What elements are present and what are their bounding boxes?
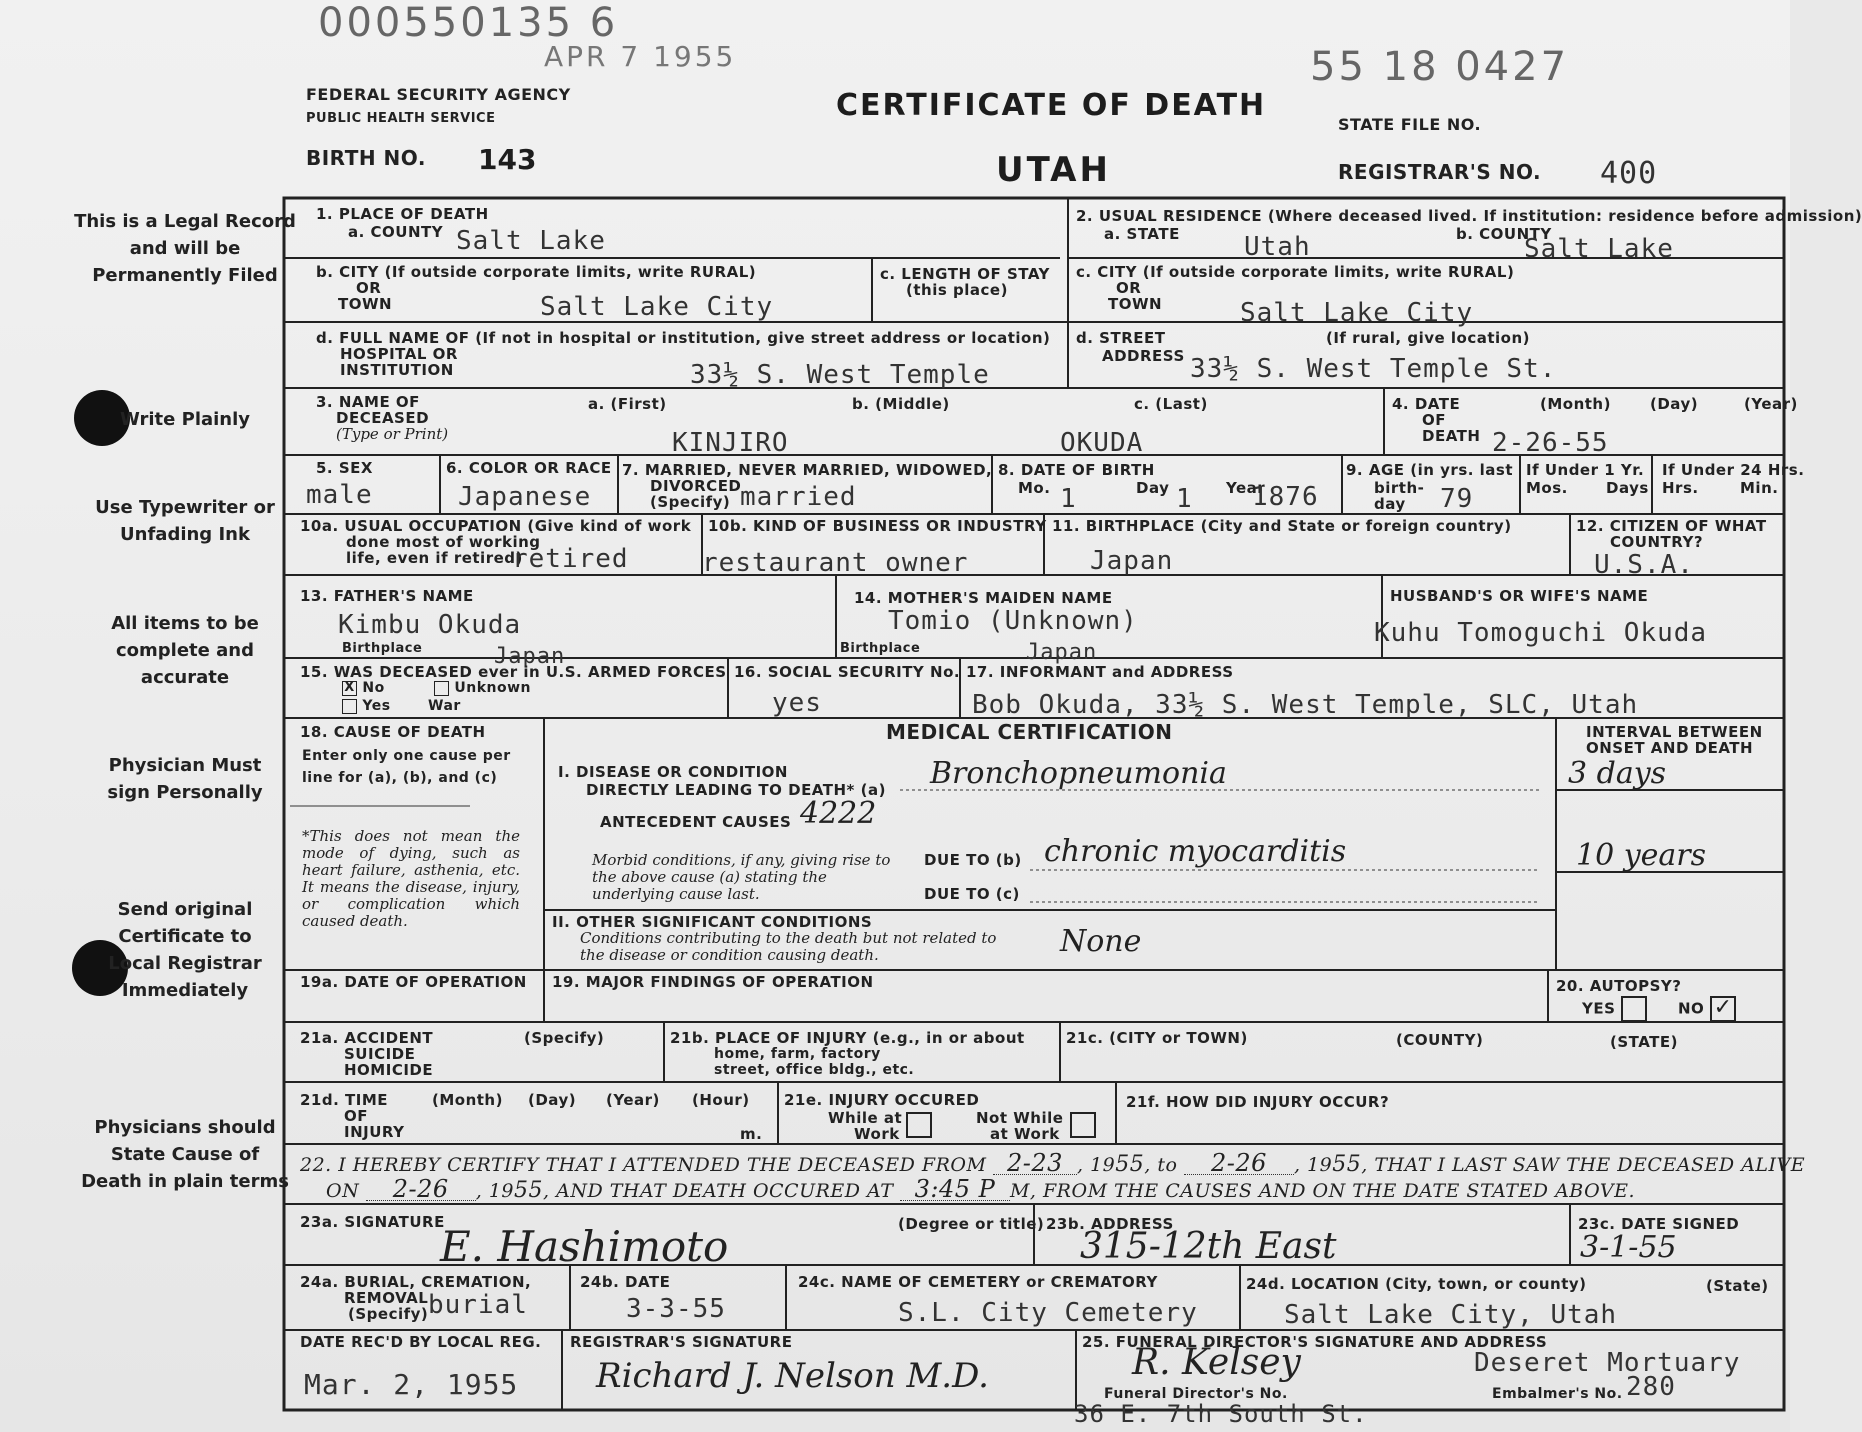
armed-no-label: No xyxy=(362,680,385,696)
label-under-24h-min: Min. xyxy=(1740,479,1779,497)
value-funeral-address: 36 E. 7th South St. xyxy=(1074,1400,1368,1428)
label-location: 24d. LOCATION (City, town, or county) xyxy=(1246,1275,1587,1293)
label-marital: 7. MARRIED, NEVER MARRIED, WIDOWED, xyxy=(622,461,993,479)
label-burial-3: (Specify) xyxy=(348,1305,429,1323)
label-business: 10b. KIND OF BUSINESS OR INDUSTRY xyxy=(708,517,1047,535)
label-place-of-injury-2: home, farm, factory xyxy=(714,1046,881,1062)
label-this-place: (this place) xyxy=(906,281,1008,299)
value-death-time: 3:45 P xyxy=(900,1178,1010,1201)
label-burial-date: 24b. DATE xyxy=(580,1273,671,1291)
label-burial-2: REMOVAL xyxy=(344,1289,429,1307)
value-cemetery: S.L. City Cemetery xyxy=(898,1298,1198,1328)
value-burial-date: 3-3-55 xyxy=(626,1294,726,1324)
label-date-signed: 23c. DATE SIGNED xyxy=(1578,1215,1740,1233)
value-last-seen-yr: 55 xyxy=(514,1178,544,1203)
value-date-received: Mar. 2, 1955 xyxy=(304,1368,519,1401)
label-operation-findings: 19. MAJOR FINDINGS OF OPERATION xyxy=(552,973,874,991)
label-under-1yr-mos: Mos. xyxy=(1526,479,1568,497)
label-other-conditions: II. OTHER SIGNIFICANT CONDITIONS xyxy=(552,913,873,931)
label-dod-month: (Month) xyxy=(1540,395,1611,413)
label-how-injury: 21f. HOW DID INJURY OCCUR? xyxy=(1126,1093,1390,1111)
sidebar-note-physician: Physician Must sign Personally xyxy=(107,755,263,803)
value-father-bp: Japan xyxy=(494,644,566,669)
label-not-while-at-work-2: at Work xyxy=(990,1125,1060,1143)
value-other-conditions: None xyxy=(1060,924,1142,959)
autopsy-no-mark: ✓ xyxy=(1713,995,1733,1020)
armed-no-box[interactable] xyxy=(342,681,357,696)
sidebar-note-typewriter: Use Typewriter or Unfading Ink xyxy=(95,497,275,545)
label-sex: 5. SEX xyxy=(316,459,373,477)
cause-footnote: *This does not mean the mode of dying, such as heart failure, asthenia, etc. It means the disease, injury, or complication which caused death. xyxy=(302,827,520,930)
label-under-24h: If Under 24 Hrs. xyxy=(1662,461,1805,479)
value-death-date: 2-26-55 xyxy=(1492,428,1609,458)
value-embalmer-no: 280 xyxy=(1626,1372,1676,1402)
registrar-signature: Richard J. Nelson M.D. xyxy=(596,1356,989,1396)
label-due-to-b: DUE TO (b) xyxy=(924,851,1022,869)
label-while-at-work: While at xyxy=(828,1109,903,1127)
value-res-city: Salt Lake City xyxy=(1240,298,1474,328)
armed-yes-box[interactable] xyxy=(342,699,357,714)
label-cause-instr-2: line for (a), (b), and (c) xyxy=(302,770,498,786)
armed-unknown-label: Unknown xyxy=(454,680,532,696)
label-antecedent: ANTECEDENT CAUSES xyxy=(600,813,792,831)
sidebar-note-plain-terms: Physicians should State Cause of Death in plain terms xyxy=(81,1117,289,1192)
label-cemetery: 24c. NAME OF CEMETERY or CREMATORY xyxy=(798,1273,1158,1291)
value-informant: Bob Okuda, 33½ S. West Temple, SLC, Utah xyxy=(972,690,1639,720)
sidebar-note-write-plainly: Write Plainly xyxy=(119,409,251,430)
label-dob-day: Day xyxy=(1136,479,1170,497)
autopsy-yes-box[interactable] xyxy=(1621,996,1647,1022)
value-city: Salt Lake City xyxy=(540,292,774,322)
label-injury-hour: (Hour) xyxy=(692,1091,750,1109)
label-funeral-director: 25. FUNERAL DIRECTOR'S SIGNATURE AND ADDRESS xyxy=(1082,1333,1548,1351)
value-sex: male xyxy=(306,480,373,510)
label-under-1yr-days: Days xyxy=(1606,479,1649,497)
value-attend-from: 2-23 xyxy=(993,1152,1077,1175)
label-institution-3: INSTITUTION xyxy=(340,361,454,379)
label-dob-year: Year xyxy=(1226,479,1266,497)
label-accident-specify: (Specify) xyxy=(524,1029,605,1047)
value-res-state: Utah xyxy=(1244,232,1311,262)
label-informant: 17. INFORMANT and ADDRESS xyxy=(966,663,1234,681)
checkbox-while-at-work[interactable] xyxy=(906,1112,932,1138)
label-cause-instr-1: Enter only one cause per xyxy=(302,748,511,764)
label-signature: 23a. SIGNATURE xyxy=(300,1213,445,1231)
label-street: d. STREET xyxy=(1076,329,1166,347)
label-under-1yr: If Under 1 Yr. xyxy=(1526,461,1645,479)
label-medical-certification: MEDICAL CERTIFICATION xyxy=(886,720,1173,744)
received-date-stamp: APR 7 1955 xyxy=(544,40,737,73)
label-res-city-or: OR xyxy=(1116,279,1142,297)
birth-no-label: BIRTH NO. xyxy=(306,146,426,170)
label-dob: 8. DATE OF BIRTH xyxy=(998,461,1155,479)
label-res-county: b. COUNTY xyxy=(1456,225,1552,243)
value-cause-b: chronic myocarditis xyxy=(1044,834,1347,869)
label-autopsy: 20. AUTOPSY? xyxy=(1556,977,1682,995)
value-last-seen: 2-26 xyxy=(366,1178,476,1201)
value-county: Salt Lake xyxy=(456,226,606,256)
cert-line-2: ON 2-26 , 1955, AND THAT DEATH OCCURED AT 3:45 P M, FROM THE CAUSES AND ON THE DATE STATED ABOVE. xyxy=(326,1175,1635,1203)
label-injury-city: 21c. (CITY or TOWN) xyxy=(1066,1029,1248,1047)
state-file-label: STATE FILE NO. xyxy=(1338,115,1482,134)
label-birthplace: 11. BIRTHPLACE (City and State or foreign country) xyxy=(1052,517,1512,535)
agency-line2: PUBLIC HEALTH SERVICE xyxy=(306,111,496,126)
label-interval: INTERVAL BETWEEN xyxy=(1586,723,1763,741)
label-name-2: DECEASED xyxy=(336,409,430,427)
label-injury-month: (Month) xyxy=(432,1091,503,1109)
label-father-bp: Birthplace xyxy=(342,641,423,656)
label-mother: 14. MOTHER'S MAIDEN NAME xyxy=(854,589,1113,607)
label-injury-state: (STATE) xyxy=(1610,1033,1679,1051)
value-birth-mo: 1 xyxy=(1060,484,1077,514)
label-race: 6. COLOR OR RACE xyxy=(446,459,612,477)
label-accident: 21a. ACCIDENT xyxy=(300,1029,434,1047)
sidebar-note-complete: All items to be complete and accurate xyxy=(111,613,259,688)
label-location-state: (State) xyxy=(1706,1277,1769,1295)
label-age-2: birth- xyxy=(1374,479,1425,497)
label-occupation-2: done most of working xyxy=(346,533,541,551)
label-place-of-injury: 21b. PLACE OF INJURY (e.g., in or about xyxy=(670,1029,1025,1047)
armed-unknown-box[interactable] xyxy=(434,681,449,696)
cert-19-c: 19 xyxy=(488,1180,515,1202)
label-homicide: HOMICIDE xyxy=(344,1061,434,1079)
label-occupation-3: life, even if retired) xyxy=(346,549,523,567)
label-war: War xyxy=(428,698,461,714)
value-attend-from-yr: 55 xyxy=(1115,1152,1145,1177)
label-dob-mo: Mo. xyxy=(1018,479,1051,497)
label-morbid: Morbid conditions, if any, giving rise to the above cause (a) stating the underlying cause last. xyxy=(592,851,891,903)
value-last-name: OKUDA xyxy=(1060,428,1144,458)
cert-19-a: 19 xyxy=(1090,1154,1116,1176)
label-street-2: ADDRESS xyxy=(1102,347,1185,365)
label-injury-m: m. xyxy=(740,1125,763,1143)
value-res-county: Salt Lake xyxy=(1524,234,1674,264)
value-code: 4222 xyxy=(800,796,877,831)
value-cause-a: Bronchopneumonia xyxy=(930,756,1227,791)
value-physician-address: 315-12th East xyxy=(1080,1226,1337,1267)
label-place-of-injury-3: street, office bldg., etc. xyxy=(714,1062,915,1078)
cert-last-saw-label: THAT I LAST SAW THE DECEASED ALIVE xyxy=(1374,1154,1806,1176)
label-father: 13. FATHER'S NAME xyxy=(300,587,474,605)
label-middle: b. (Middle) xyxy=(852,395,950,413)
label-dod-day: (Day) xyxy=(1650,395,1699,413)
label-due-to-c: DUE TO (c) xyxy=(924,885,1020,903)
autopsy-yes-label: YES xyxy=(1582,999,1616,1018)
value-date-signed: 3-1-55 xyxy=(1580,1230,1677,1265)
label-injury-occured: 21e. INJURY OCCURED xyxy=(784,1091,980,1109)
armed-no-mark: X xyxy=(344,679,355,695)
value-institution: 33½ S. West Temple xyxy=(690,360,990,390)
value-occupation: retired xyxy=(512,544,629,574)
funeral-director-signature: R. Kelsey xyxy=(1132,1342,1301,1383)
label-time-of-injury: 21d. TIME xyxy=(300,1091,389,1109)
label-date-of-death: 4. DATE xyxy=(1392,395,1461,413)
label-citizen-2: COUNTRY? xyxy=(1610,533,1704,551)
label-embalmer-no: Embalmer's No. xyxy=(1492,1386,1623,1402)
label-city-or: OR xyxy=(356,279,382,297)
autopsy-no-label: NO xyxy=(1678,999,1705,1018)
cert-19-b: 19 xyxy=(1307,1154,1333,1176)
label-place-of-death: 1. PLACE OF DEATH xyxy=(316,205,489,223)
agency-line1: FEDERAL SECURITY AGENCY xyxy=(306,85,571,104)
label-city: b. CITY (If outside corporate limits, write RURAL) xyxy=(316,263,757,281)
value-birthplace: Japan xyxy=(1090,546,1174,576)
page-title: CERTIFICATE OF DEATH xyxy=(836,88,1267,123)
value-marital: married xyxy=(740,482,857,512)
value-citizen: U.S.A. xyxy=(1594,550,1694,580)
label-res-city-town: TOWN xyxy=(1108,295,1163,313)
label-name-3: (Type or Print) xyxy=(336,425,449,443)
label-registrar-signature: REGISTRAR'S SIGNATURE xyxy=(570,1333,793,1351)
value-disposition: burial xyxy=(428,1290,528,1320)
label-spouse: HUSBAND'S OR WIFE'S NAME xyxy=(1390,587,1649,605)
label-cause-of-death: 18. CAUSE OF DEATH xyxy=(300,723,486,741)
label-injury-year: (Year) xyxy=(606,1091,660,1109)
label-age-3: day xyxy=(1374,495,1406,513)
label-residence: 2. USUAL RESIDENCE (Where deceased lived. If institution: residence before admission) xyxy=(1076,207,1862,225)
checkbox-armed-unknown[interactable] xyxy=(434,680,531,697)
cert-on-label: ON xyxy=(326,1180,360,1202)
value-first-name: KINJIRO xyxy=(672,428,789,458)
label-marital-2: DIVORCED xyxy=(650,477,742,495)
label-street-rural: (If rural, give location) xyxy=(1326,329,1531,347)
value-mother-bp: Japan xyxy=(1026,640,1098,665)
label-disease-2: DIRECTLY LEADING TO DEATH* (a) xyxy=(586,781,886,799)
label-occupation: 10a. USUAL OCCUPATION (Give kind of work xyxy=(300,517,692,535)
value-interval-b: 10 years xyxy=(1576,838,1707,873)
value-attend-to-yr: 55 xyxy=(1332,1152,1362,1177)
label-injury-day: (Day) xyxy=(528,1091,577,1109)
label-mother-bp: Birthplace xyxy=(840,641,921,656)
value-birth-year: 1876 xyxy=(1252,482,1319,512)
label-funeral-director-no: Funeral Director's No. xyxy=(1104,1386,1288,1402)
label-armed-forces: 15. WAS DECEASED ever in U.S. ARMED FORCES xyxy=(300,663,727,681)
physician-signature: E. Hashimoto xyxy=(440,1222,729,1271)
autopsy-no[interactable] xyxy=(1678,996,1736,1022)
label-date-of-death-3: DEATH xyxy=(1422,427,1481,445)
birth-no: 143 xyxy=(478,143,537,176)
value-age: 79 xyxy=(1440,484,1474,514)
value-res-street: 33½ S. West Temple St. xyxy=(1190,354,1557,384)
label-suicide: SUICIDE xyxy=(344,1045,416,1063)
cert-from-label: 22. I HEREBY CERTIFY THAT I ATTENDED THE DECEASED FROM xyxy=(300,1154,987,1176)
label-res-state: a. STATE xyxy=(1104,225,1180,243)
label-city-town: TOWN xyxy=(338,295,393,313)
autopsy-yes[interactable] xyxy=(1582,996,1647,1022)
label-marital-3: (Specify) xyxy=(650,493,731,511)
label-length-of-stay: c. LENGTH OF STAY xyxy=(880,265,1050,283)
label-injury-county: (COUNTY) xyxy=(1396,1031,1484,1049)
label-res-city: c. CITY (If outside corporate limits, write RURAL) xyxy=(1076,263,1515,281)
label-county: a. COUNTY xyxy=(348,223,444,241)
cert-to-label: to xyxy=(1157,1154,1178,1176)
serial-stamp: 000550135 6 xyxy=(318,0,619,46)
value-interval-a: 3 days xyxy=(1568,756,1667,791)
armed-yes-label: Yes xyxy=(362,698,391,714)
label-dod-year: (Year) xyxy=(1744,395,1798,413)
registrar-no: 400 xyxy=(1600,156,1658,191)
sidebar-note-legal: This is a Legal Record and will be Permanently Filed xyxy=(74,211,296,286)
state-title: UTAH xyxy=(996,150,1111,190)
value-business: restaurant owner xyxy=(702,548,969,578)
value-father: Kimbu Okuda xyxy=(338,610,522,640)
state-file-number: 55 18 0427 xyxy=(1310,44,1570,90)
label-ssn: 16. SOCIAL SECURITY No. xyxy=(734,663,961,681)
value-attend-to: 2-26 xyxy=(1184,1152,1294,1175)
sidebar-note-send: Send original Certificate to Local Registrar Immediately xyxy=(108,899,262,1001)
value-funeral-home: Deseret Mortuary xyxy=(1474,1348,1741,1378)
cert-causes-label: M, FROM THE CAUSES AND ON THE DATE STATED ABOVE. xyxy=(1009,1180,1635,1202)
cert-line-1: 22. I HEREBY CERTIFY THAT I ATTENDED THE DECEASED FROM 2-23 , 1955, to 2-26 , 1955, THAT I LAST SAW THE DECEASED ALIVE xyxy=(300,1149,1806,1177)
label-not-while-at-work: Not While xyxy=(976,1109,1064,1127)
autopsy-no-box[interactable] xyxy=(1710,996,1736,1022)
label-date-of-operation: 19a. DATE OF OPERATION xyxy=(300,973,527,991)
label-while-at-work-2: Work xyxy=(854,1125,900,1143)
checkbox-armed-yes[interactable] xyxy=(342,698,391,715)
label-age: 9. AGE (in yrs. last xyxy=(1346,461,1514,479)
label-date-received: DATE REC'D BY LOCAL REG. xyxy=(300,1333,542,1351)
label-first: a. (First) xyxy=(588,395,667,413)
cert-death-at-label: AND THAT DEATH OCCURED AT xyxy=(556,1180,894,1202)
label-last: c. (Last) xyxy=(1134,395,1208,413)
label-disease: I. DISEASE OR CONDITION xyxy=(558,763,788,781)
value-spouse: Kuhu Tomoguchi Okuda xyxy=(1374,618,1708,648)
value-birth-day: 1 xyxy=(1176,484,1193,514)
label-interval-2: ONSET AND DEATH xyxy=(1586,739,1754,757)
label-under-24h-hrs: Hrs. xyxy=(1662,479,1699,497)
checkbox-armed-no[interactable] xyxy=(342,680,385,697)
label-address: 23b. ADDRESS xyxy=(1046,1215,1174,1233)
label-time-of-injury-3: INJURY xyxy=(344,1123,405,1141)
label-time-of-injury-2: OF xyxy=(344,1107,368,1125)
registrar-no-label: REGISTRAR'S NO. xyxy=(1338,160,1542,184)
label-burial: 24a. BURIAL, CREMATION, xyxy=(300,1273,532,1291)
label-citizen: 12. CITIZEN OF WHAT xyxy=(1576,517,1767,535)
label-date-of-death-2: OF xyxy=(1422,411,1446,429)
value-race: Japanese xyxy=(458,482,592,512)
value-mother: Tomio (Unknown) xyxy=(888,606,1138,636)
label-other-conditions-2: Conditions contributing to the death but not related to the disease or condition causing death. xyxy=(580,929,997,964)
label-name: 3. NAME OF xyxy=(316,393,420,411)
checkbox-not-while-at-work[interactable] xyxy=(1070,1112,1096,1138)
value-ssn: yes xyxy=(772,688,822,718)
label-institution: d. FULL NAME OF (If not in hospital or institution, give street address or location) xyxy=(316,329,1051,347)
label-institution-2: HOSPITAL OR xyxy=(340,345,458,363)
label-degree: (Degree or title) xyxy=(898,1215,1045,1233)
value-location: Salt Lake City, Utah xyxy=(1284,1300,1618,1330)
